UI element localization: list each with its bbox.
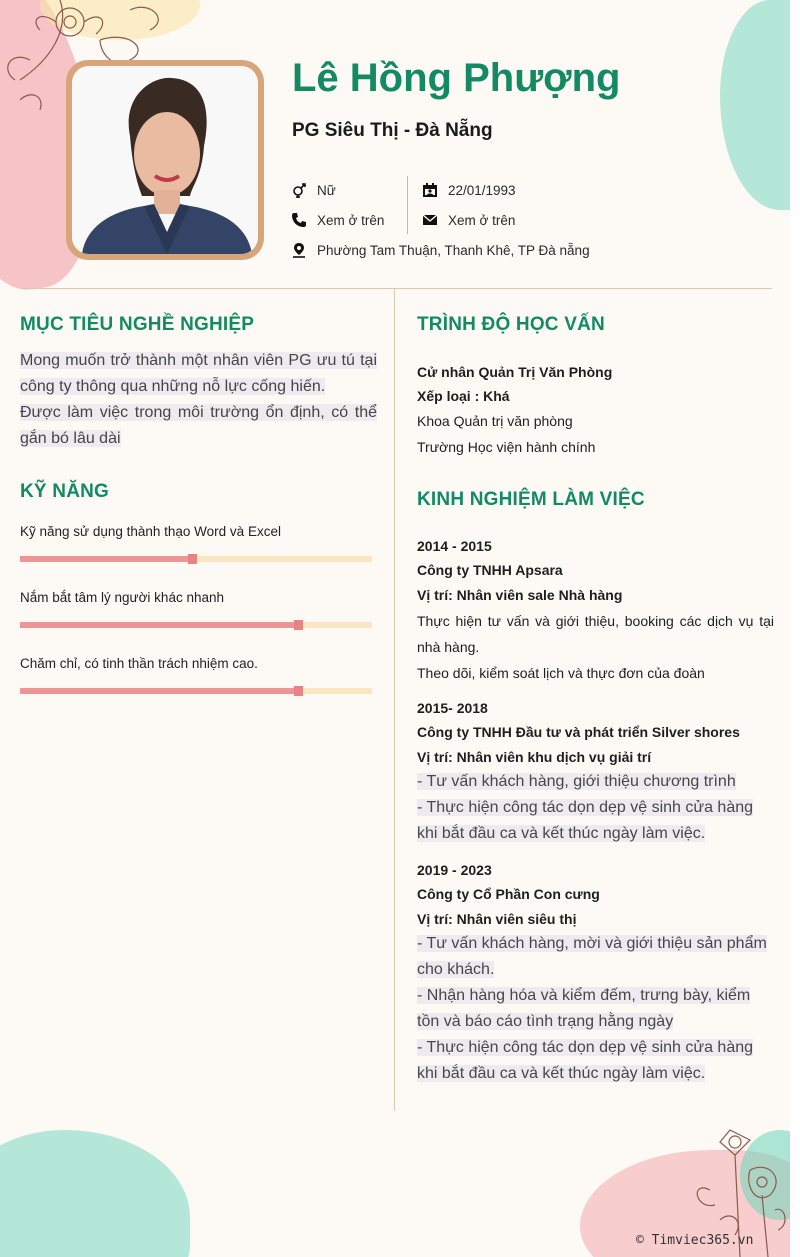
email-icon	[422, 212, 438, 228]
info-divider	[407, 176, 408, 234]
job-position: Vị trí: Nhân viên khu dịch vụ giải trí	[417, 749, 652, 765]
skill-bar	[20, 688, 372, 694]
education-school: Trường Học viện hành chính	[417, 439, 596, 455]
address-info	[291, 242, 590, 258]
objective-line: Được làm việc trong môi trường ổn định, có thể gắn bó lâu dài	[20, 404, 377, 447]
skill-label: Chăm chỉ, có tinh thần trách nhiệm cao.	[20, 656, 258, 671]
skill-bar-knob	[294, 686, 303, 696]
skills-title: KỸ NĂNG	[20, 481, 110, 502]
job-period: 2014 - 2015	[417, 538, 492, 554]
candidate-name: Lê Hồng Phượng	[292, 56, 621, 100]
job-description	[417, 608, 774, 686]
watermark: © Timviec365.vn	[636, 1233, 754, 1248]
calendar-icon	[422, 182, 438, 198]
job-company: Công ty TNHH Apsara	[417, 562, 563, 578]
gender-icon	[291, 182, 307, 198]
job-description	[417, 769, 774, 847]
email-info	[422, 212, 515, 228]
education-faculty: Khoa Quản trị văn phòng	[417, 413, 573, 429]
job-position: Vị trí: Nhân viên siêu thị	[417, 911, 577, 927]
career-objective-title: MỤC TIÊU NGHỀ NGHIỆP	[20, 314, 255, 335]
avatar-frame	[66, 60, 264, 260]
skill-bar-fill	[20, 688, 298, 694]
career-objective-text	[20, 348, 377, 452]
location-icon	[291, 242, 307, 258]
gender-info	[291, 182, 336, 198]
gender-value: Nữ	[317, 182, 336, 198]
job-period: 2019 - 2023	[417, 862, 492, 878]
job-position: Vị trí: Nhân viên sale Nhà hàng	[417, 587, 623, 603]
watercolor-mint-bottom-left	[0, 1130, 190, 1257]
phone-icon	[291, 212, 307, 228]
skill-bar-fill	[20, 622, 298, 628]
job-duty: - Thực hiện công tác dọn dẹp vệ sinh cửa hàng khi bắt đầu ca và kết thúc ngày làm việc.	[417, 1039, 754, 1082]
job-duty: Thực hiện tư vấn và giới thiệu, booking các dịch vụ tại nhà hàng.	[417, 613, 774, 655]
skill-bar-fill	[20, 556, 192, 562]
phone-value: Xem ở trên	[317, 212, 385, 228]
job-duty: - Tư vấn khách hàng, giới thiệu chương trình	[417, 773, 736, 790]
experience-title: KINH NGHIỆM LÀM VIỆC	[417, 489, 645, 510]
address-value: Phường Tam Thuận, Thanh Khê, TP Đà nẵng	[317, 242, 590, 258]
skill-bar	[20, 556, 372, 562]
job-title: PG Siêu Thị - Đà Nẵng	[292, 120, 493, 141]
birthday-info	[422, 182, 516, 198]
skill-bar-knob	[188, 554, 197, 564]
education-degree: Cử nhân Quản Trị Văn Phòng	[417, 364, 613, 380]
avatar-portrait-icon	[72, 66, 258, 254]
header-divider	[22, 288, 772, 289]
column-divider	[394, 289, 395, 1111]
job-duty: - Nhận hàng hóa và kiểm đếm, trưng bày, kiểm tồn và báo cáo tình trạng hằng ngày	[417, 987, 751, 1030]
job-duty: - Thực hiện công tác dọn dẹp vệ sinh cửa hàng khi bắt đầu ca và kết thúc ngày làm việc.	[417, 799, 754, 842]
job-description	[417, 931, 774, 1087]
email-value: Xem ở trên	[448, 212, 516, 228]
job-duty: - Tư vấn khách hàng, mời và giới thiệu sản phẩm cho khách.	[417, 935, 767, 978]
education-grade: Xếp loại : Khá	[417, 388, 510, 404]
objective-line: Mong muốn trở thành một nhân viên PG ưu tú tại công ty thông qua những nỗ lực cống hiến.	[20, 352, 377, 395]
skill-bar-knob	[294, 620, 303, 630]
phone-info	[291, 212, 384, 228]
watercolor-mint-top-right	[720, 0, 790, 210]
avatar	[72, 66, 258, 254]
birthday-value: 22/01/1993	[448, 182, 516, 198]
job-company: Công ty TNHH Đầu tư và phát triển Silver shores	[417, 724, 740, 740]
skill-label: Nắm bắt tâm lý người khác nhanh	[20, 590, 224, 605]
job-company: Công ty Cổ Phần Con cưng	[417, 886, 600, 902]
job-period: 2015- 2018	[417, 700, 488, 716]
education-title: TRÌNH ĐỘ HỌC VẤN	[417, 314, 605, 335]
skill-label: Kỹ năng sử dụng thành thạo Word và Excel	[20, 524, 281, 539]
skill-bar	[20, 622, 372, 628]
job-duty: Theo dõi, kiểm soát lịch và thực đơn của đoàn	[417, 665, 705, 681]
